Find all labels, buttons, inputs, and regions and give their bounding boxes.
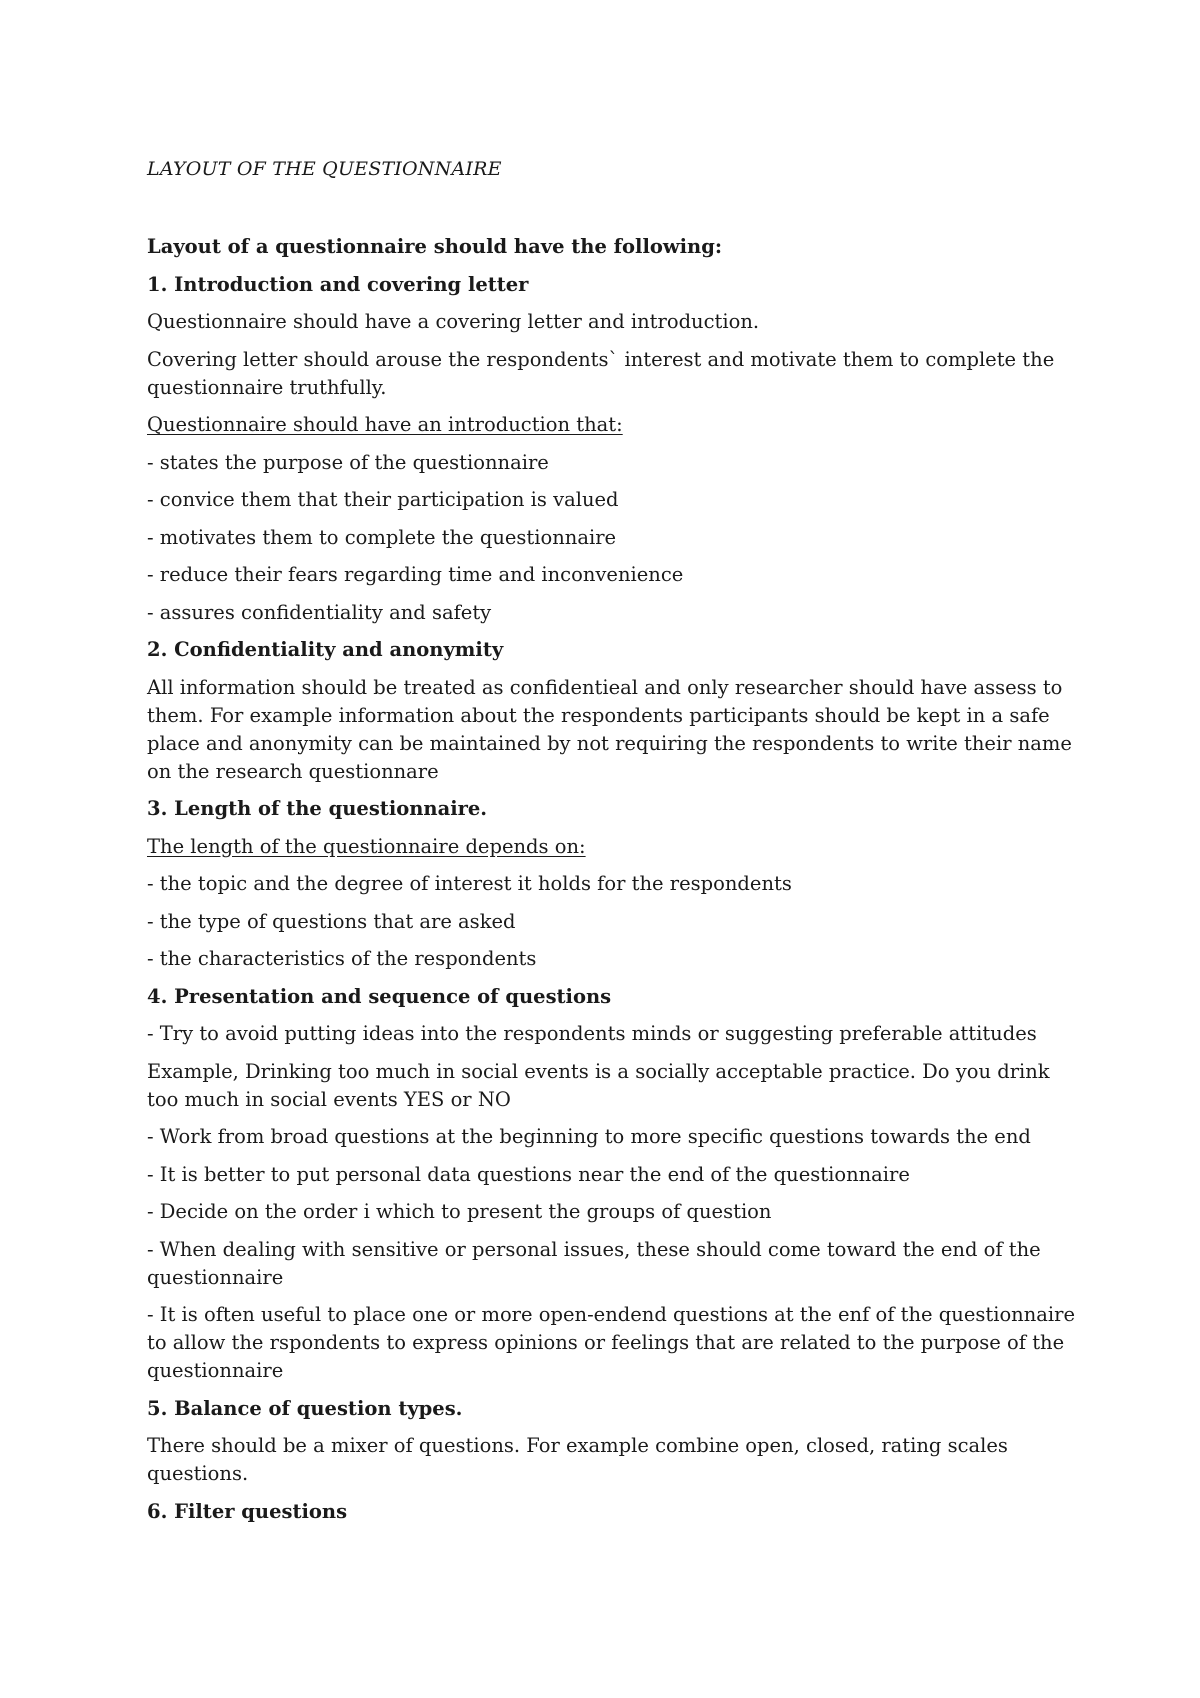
section-subheading: Questionnaire should have an introduction that: bbox=[147, 413, 623, 436]
section-paragraph: Questionnaire should have a covering letter and introduction. bbox=[147, 310, 760, 333]
section-paragraph: - Decide on the order i which to present the groups of question bbox=[147, 1200, 772, 1223]
section-paragraph: - states the purpose of the questionnaire bbox=[147, 450, 549, 474]
section-paragraph: - the type of questions that are asked bbox=[147, 909, 516, 933]
section-heading: 3. Length of the questionnaire. bbox=[147, 797, 488, 820]
section-heading: 1. Introduction and covering letter bbox=[147, 272, 529, 296]
section-heading: 6. Filter questions bbox=[147, 1499, 348, 1523]
section-subheading: The length of the questionnaire depends on: bbox=[147, 834, 586, 858]
section-paragraph: - Try to avoid putting ideas into the respondents minds or suggesting preferable attitudes bbox=[147, 1022, 1037, 1045]
section-paragraph: - Work from broad questions at the beginning to more specific questions towards the end bbox=[147, 1125, 1031, 1148]
section-paragraph: - When dealing with sensitive or personal issues, these should come toward the end of the questionnaire bbox=[147, 1237, 1041, 1289]
section-paragraph: - motivates them to complete the questionnaire bbox=[147, 525, 617, 549]
section-paragraph: - convice them that their participation is valued bbox=[147, 488, 619, 511]
section-paragraph: - It is often useful to place one or more open-endend questions at the enf of the questionnaire to allow the rspondents to express opinions or feelings that are related to the purpose of the questionnaire bbox=[147, 1303, 1076, 1382]
section-paragraph: All information should be treated as confidentieal and only researcher should have assess to them. For example information about the respondents participants should be kept in a safe place and anonymity can be maintained by not requiring the respondents to write their name on the research questionnare bbox=[147, 675, 1072, 783]
section-paragraph: Covering letter should arouse the respondents` interest and motivate them to complete the questionnaire truthfully. bbox=[147, 347, 1055, 399]
section-paragraph: - the characteristics of the respondents bbox=[147, 947, 537, 970]
section-heading: 2. Confidentiality and anonymity bbox=[147, 638, 504, 661]
section-paragraph: - reduce their fears regarding time and inconvenience bbox=[147, 563, 684, 586]
section-heading: 5. Balance of question types. bbox=[147, 1396, 463, 1420]
document-body bbox=[147, 233, 1077, 1535]
intro-heading: Layout of a questionnaire should have the following: bbox=[147, 235, 723, 258]
section-paragraph: - It is better to put personal data questions near the end of the questionnaire bbox=[147, 1162, 910, 1186]
section-paragraph: - the topic and the degree of interest it holds for the respondents bbox=[147, 872, 792, 895]
document-title: LAYOUT OF THE QUESTIONNAIRE bbox=[147, 158, 502, 180]
section-heading: 4. Presentation and sequence of questions bbox=[147, 984, 612, 1008]
section-paragraph: Example, Drinking too much in social events is a socially acceptable practice. Do you drink too much in social events YES or NO bbox=[147, 1059, 1050, 1111]
section-paragraph: There should be a mixer of questions. For example combine open, closed, rating scales questions. bbox=[147, 1434, 1008, 1485]
section-paragraph: - assures confidentiality and safety bbox=[147, 600, 492, 624]
